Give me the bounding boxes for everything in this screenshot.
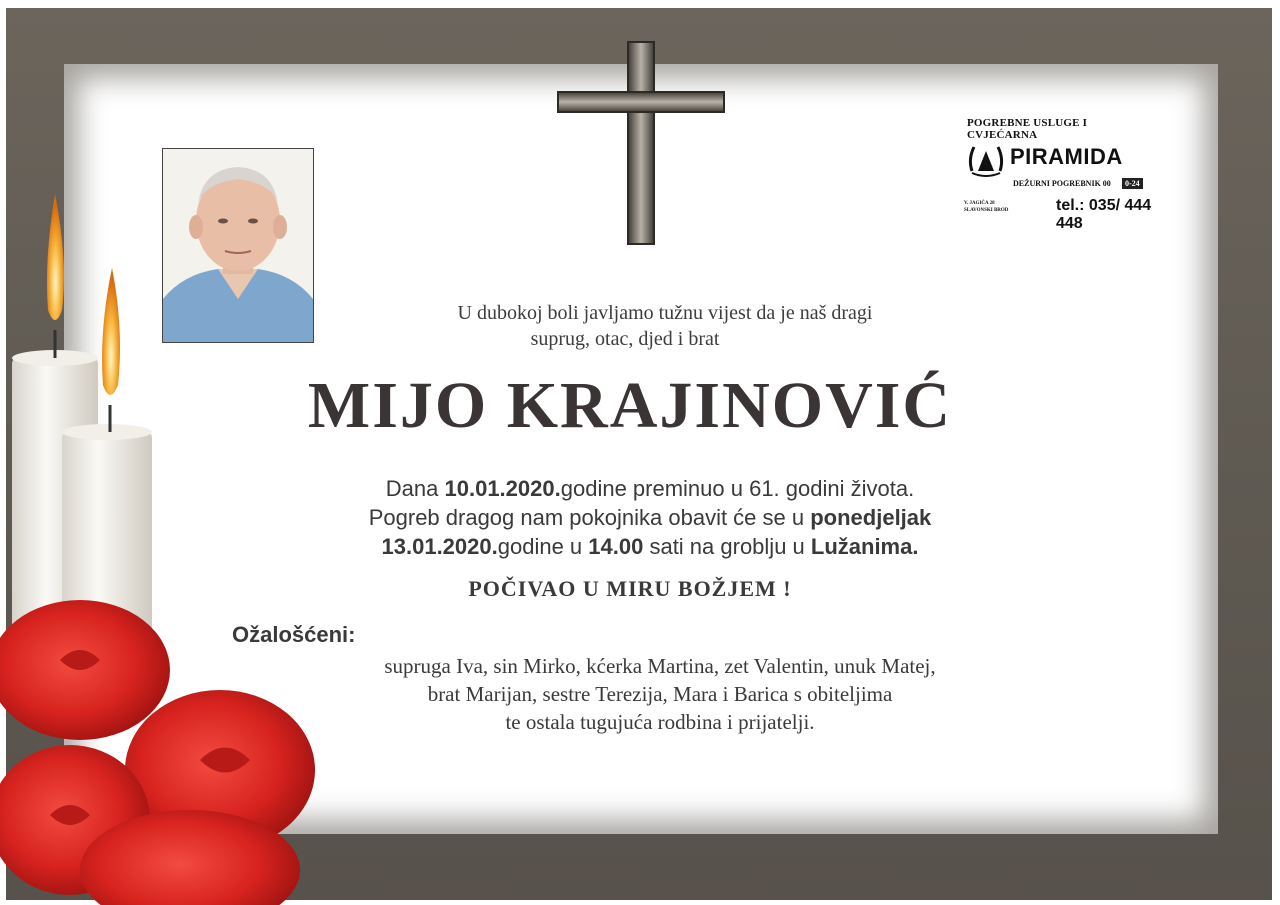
mourners-list: supruga Iva, sin Mirko, kćerka Martina, zet Valentin, unuk Matej, brat Marijan, sestre Terezija, Mara i Barica s obiteljima te ostala tugujuća rodbina i prijatelji. (384, 654, 936, 734)
duty-label: DEŽURNI POGREBNIK 00 (1013, 179, 1111, 188)
deceased-photo (162, 148, 314, 343)
brand-name: PIRAMIDA (1010, 144, 1123, 169)
funeral-home-logo (958, 117, 1158, 232)
mourners-title: Ožalošćeni: (232, 622, 356, 647)
rest-in-peace: POČIVAO U MIRU BOŽJEM ! (468, 576, 792, 601)
duty-hours-badge: 0-24 (1122, 178, 1143, 189)
candles-icon (0, 180, 170, 650)
address: V. JAGIĆA 28 SLAVONSKI BROD (964, 201, 1009, 213)
cross-icon (556, 40, 726, 248)
intro-text: U dubokoj boli javljamo tužnu vijest da je naš dragi suprug, otac, djed i brat (457, 302, 873, 350)
roses-icon (0, 600, 320, 905)
company-name: POGREBNE USLUGE I CVJEĆARNA (967, 117, 1088, 141)
deceased-name: MIJO KRAJINOVIĆ (307, 369, 953, 442)
phone-number: tel.: 035/ 444 448 (1056, 197, 1152, 232)
pyramid-wreath-icon (966, 141, 1006, 179)
funeral-details: Dana 10.01.2020.godine preminuo u 61. godini života. Pogreb dragog nam pokojnika obavit će se u ponedjeljak 13.01.2020.godine u 14.00 sati na groblju u Lužanima. (368, 476, 932, 559)
